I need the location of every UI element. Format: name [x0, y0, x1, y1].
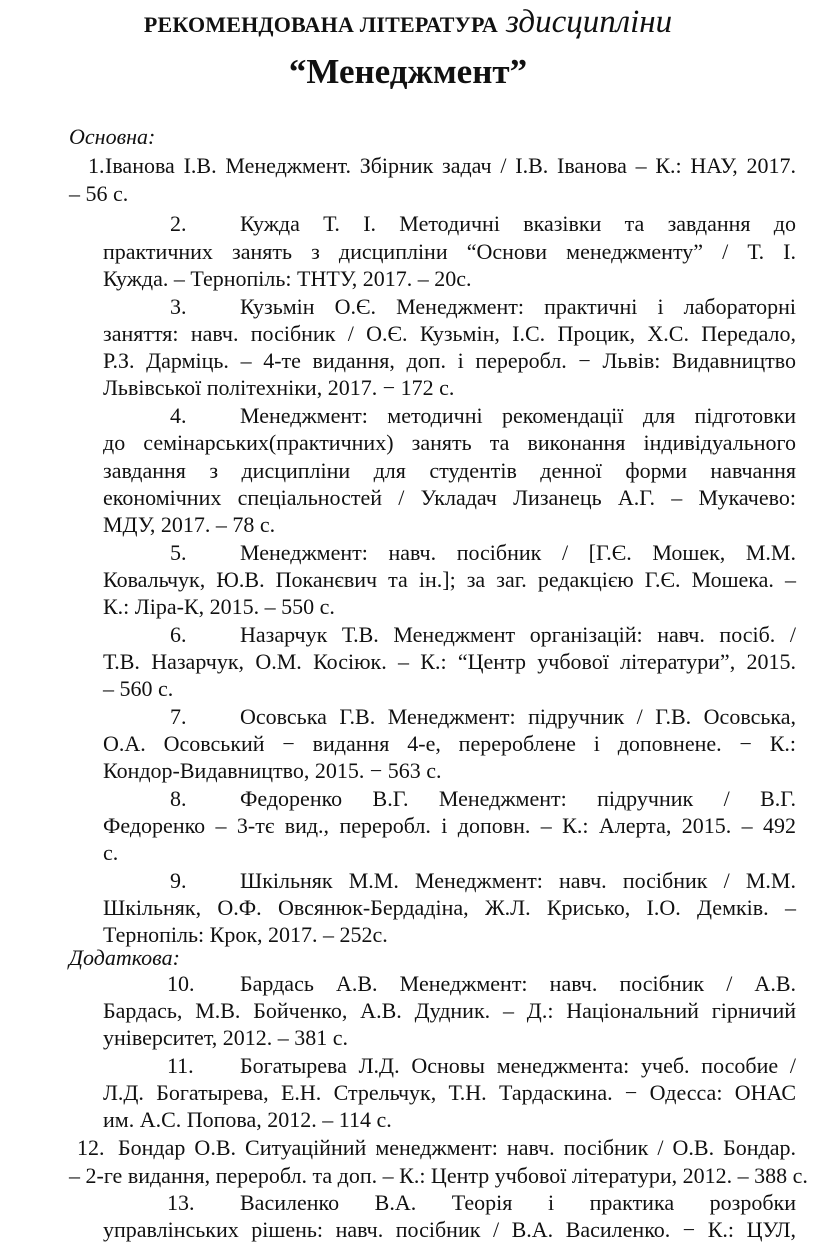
reference-number: 12. [77, 1135, 105, 1160]
reference-line: до семінарських(практичних) занять та виконання індивідуального [103, 430, 796, 455]
reference-line: Бардась А.В. Менеджмент: навч. посібник / А.В. [240, 971, 796, 996]
reference-number: 11. [167, 1053, 194, 1078]
reference-line: Федоренко В.Г. Менеджмент: підручник / В.Г. [240, 786, 796, 811]
title-italic: здисципліни [505, 4, 673, 40]
reference-number: 9. [170, 868, 187, 893]
section-heading: Основна: [69, 124, 156, 149]
reference-number: 13. [167, 1190, 195, 1215]
reference-line: Львівської політехніки, 2017. − 172 с. [103, 375, 455, 400]
reference-number: 8. [170, 786, 187, 811]
reference-number: 4. [170, 403, 187, 428]
reference-line: Ковальчук, Ю.В. Поканєвич та ін.]; за заг. редакцією Г.Є. Мошека. – [103, 567, 796, 592]
reference-line: Бардась, М.В. Бойченко, А.В. Дудник. – Д.: Національний гірничий [103, 998, 796, 1023]
reference-line: им. А.С. Попова, 2012. – 114 с. [103, 1107, 392, 1132]
reference-line: с. [103, 840, 119, 865]
reference-number: 1. [88, 153, 105, 178]
reference-line: Кужда. – Тернопіль: ТНТУ, 2017. – 20с. [103, 266, 472, 291]
reference-line: управлінських рішень: навч. посібник / В.А. Василенко. − К.: ЦУЛ, [103, 1217, 796, 1242]
reference-line: Т.В. Назарчук, О.М. Косіюк. – К.: “Центр учбової літератури”, 2015. [103, 649, 796, 674]
reference-number: 2. [170, 211, 187, 236]
reference-line: Кужда Т. І. Методичні вказівки та завдання до [240, 211, 796, 236]
reference-line: Василенко В.А. Теорія і практика розробки [240, 1190, 796, 1215]
reference-line: Осовська Г.В. Менеджмент: підручник / Г.В. Осовська, [240, 704, 796, 729]
section-heading: Додаткова: [69, 945, 180, 970]
reference-line: Кузьмін О.Є. Менеджмент: практичні і лабораторні [240, 294, 796, 319]
reference-line: Іванова І.В. Менеджмент. Збірник задач / І.В. Іванова – К.: НАУ, 2017. [105, 153, 796, 178]
reference-line: Шкільняк, О.Ф. Овсянюк-Бердадіна, Ж.Л. Крисько, І.О. Демків. – [103, 895, 796, 920]
reference-line: Богатырева Л.Д. Основы менеджмента: учеб. пособие / [240, 1053, 796, 1078]
reference-line: Тернопіль: Крок, 2017. – 252с. [103, 922, 388, 947]
reference-line: заняття: навч. посібник / О.Є. Кузьмін, І.С. Процик, Х.С. Передало, [103, 321, 796, 346]
title-line-1 [0, 4, 816, 41]
reference-number: 10. [167, 971, 195, 996]
reference-line: Федоренко – 3-тє вид., переробл. і доповн. – К.: Алерта, 2015. – 492 [103, 813, 796, 838]
reference-line: Шкільняк М.М. Менеджмент: навч. посібник / М.М. [240, 868, 796, 893]
reference-line: О.А. Осовський − видання 4-е, перероблене і доповнене. − К.: [103, 731, 796, 756]
reference-line: Р.З. Дарміць. – 4-те видання, доп. і переробл. − Львів: Видавництво [103, 348, 796, 373]
reference-line: МДУ, 2017. – 78 с. [103, 512, 276, 537]
reference-line: Менеджмент: навч. посібник / [Г.Є. Мошек, М.М. [240, 540, 796, 565]
reference-line: – 2-ге видання, переробл. та доп. – К.: Центр учбової літератури, 2012. – 388 с. [69, 1163, 808, 1188]
reference-line: Бондар О.В. Ситуаційний менеджмент: навч. посібник / О.В. Бондар. [118, 1135, 796, 1160]
title-caps: РЕКОМЕНДОВАНА ЛІТЕРАТУРА [143, 12, 498, 37]
reference-number: 7. [170, 704, 187, 729]
reference-number: 3. [170, 294, 187, 319]
reference-line: К.: Ліра-К, 2015. – 550 с. [103, 594, 335, 619]
reference-line: Менеджмент: методичні рекомендації для підготовки [240, 403, 796, 428]
reference-line: Назарчук Т.В. Менеджмент організацій: навч. посіб. / [240, 622, 796, 647]
reference-line: – 560 с. [103, 676, 174, 701]
reference-line: Кондор-Видавництво, 2015. − 563 с. [103, 758, 442, 783]
reference-line: університет, 2012. – 381 с. [103, 1025, 349, 1050]
reference-line: завдання з дисципліни для студентів денної форми навчання [103, 458, 796, 483]
reference-line: Л.Д. Богатырева, Е.Н. Стрельчук, Т.Н. Тардаскина. − Одесса: ОНАС [103, 1080, 796, 1105]
reference-line: – 56 с. [69, 181, 129, 206]
reference-line: практичних занять з дисципліни “Основи менеджменту” / Т. І. [103, 239, 796, 264]
title-subject: “Менеджмент” [288, 52, 528, 91]
reference-line: економічних спеціальностей / Укладач Лизанець А.Г. – Мукачево: [103, 485, 796, 510]
reference-number: 5. [170, 540, 187, 565]
reference-number: 6. [170, 622, 187, 647]
